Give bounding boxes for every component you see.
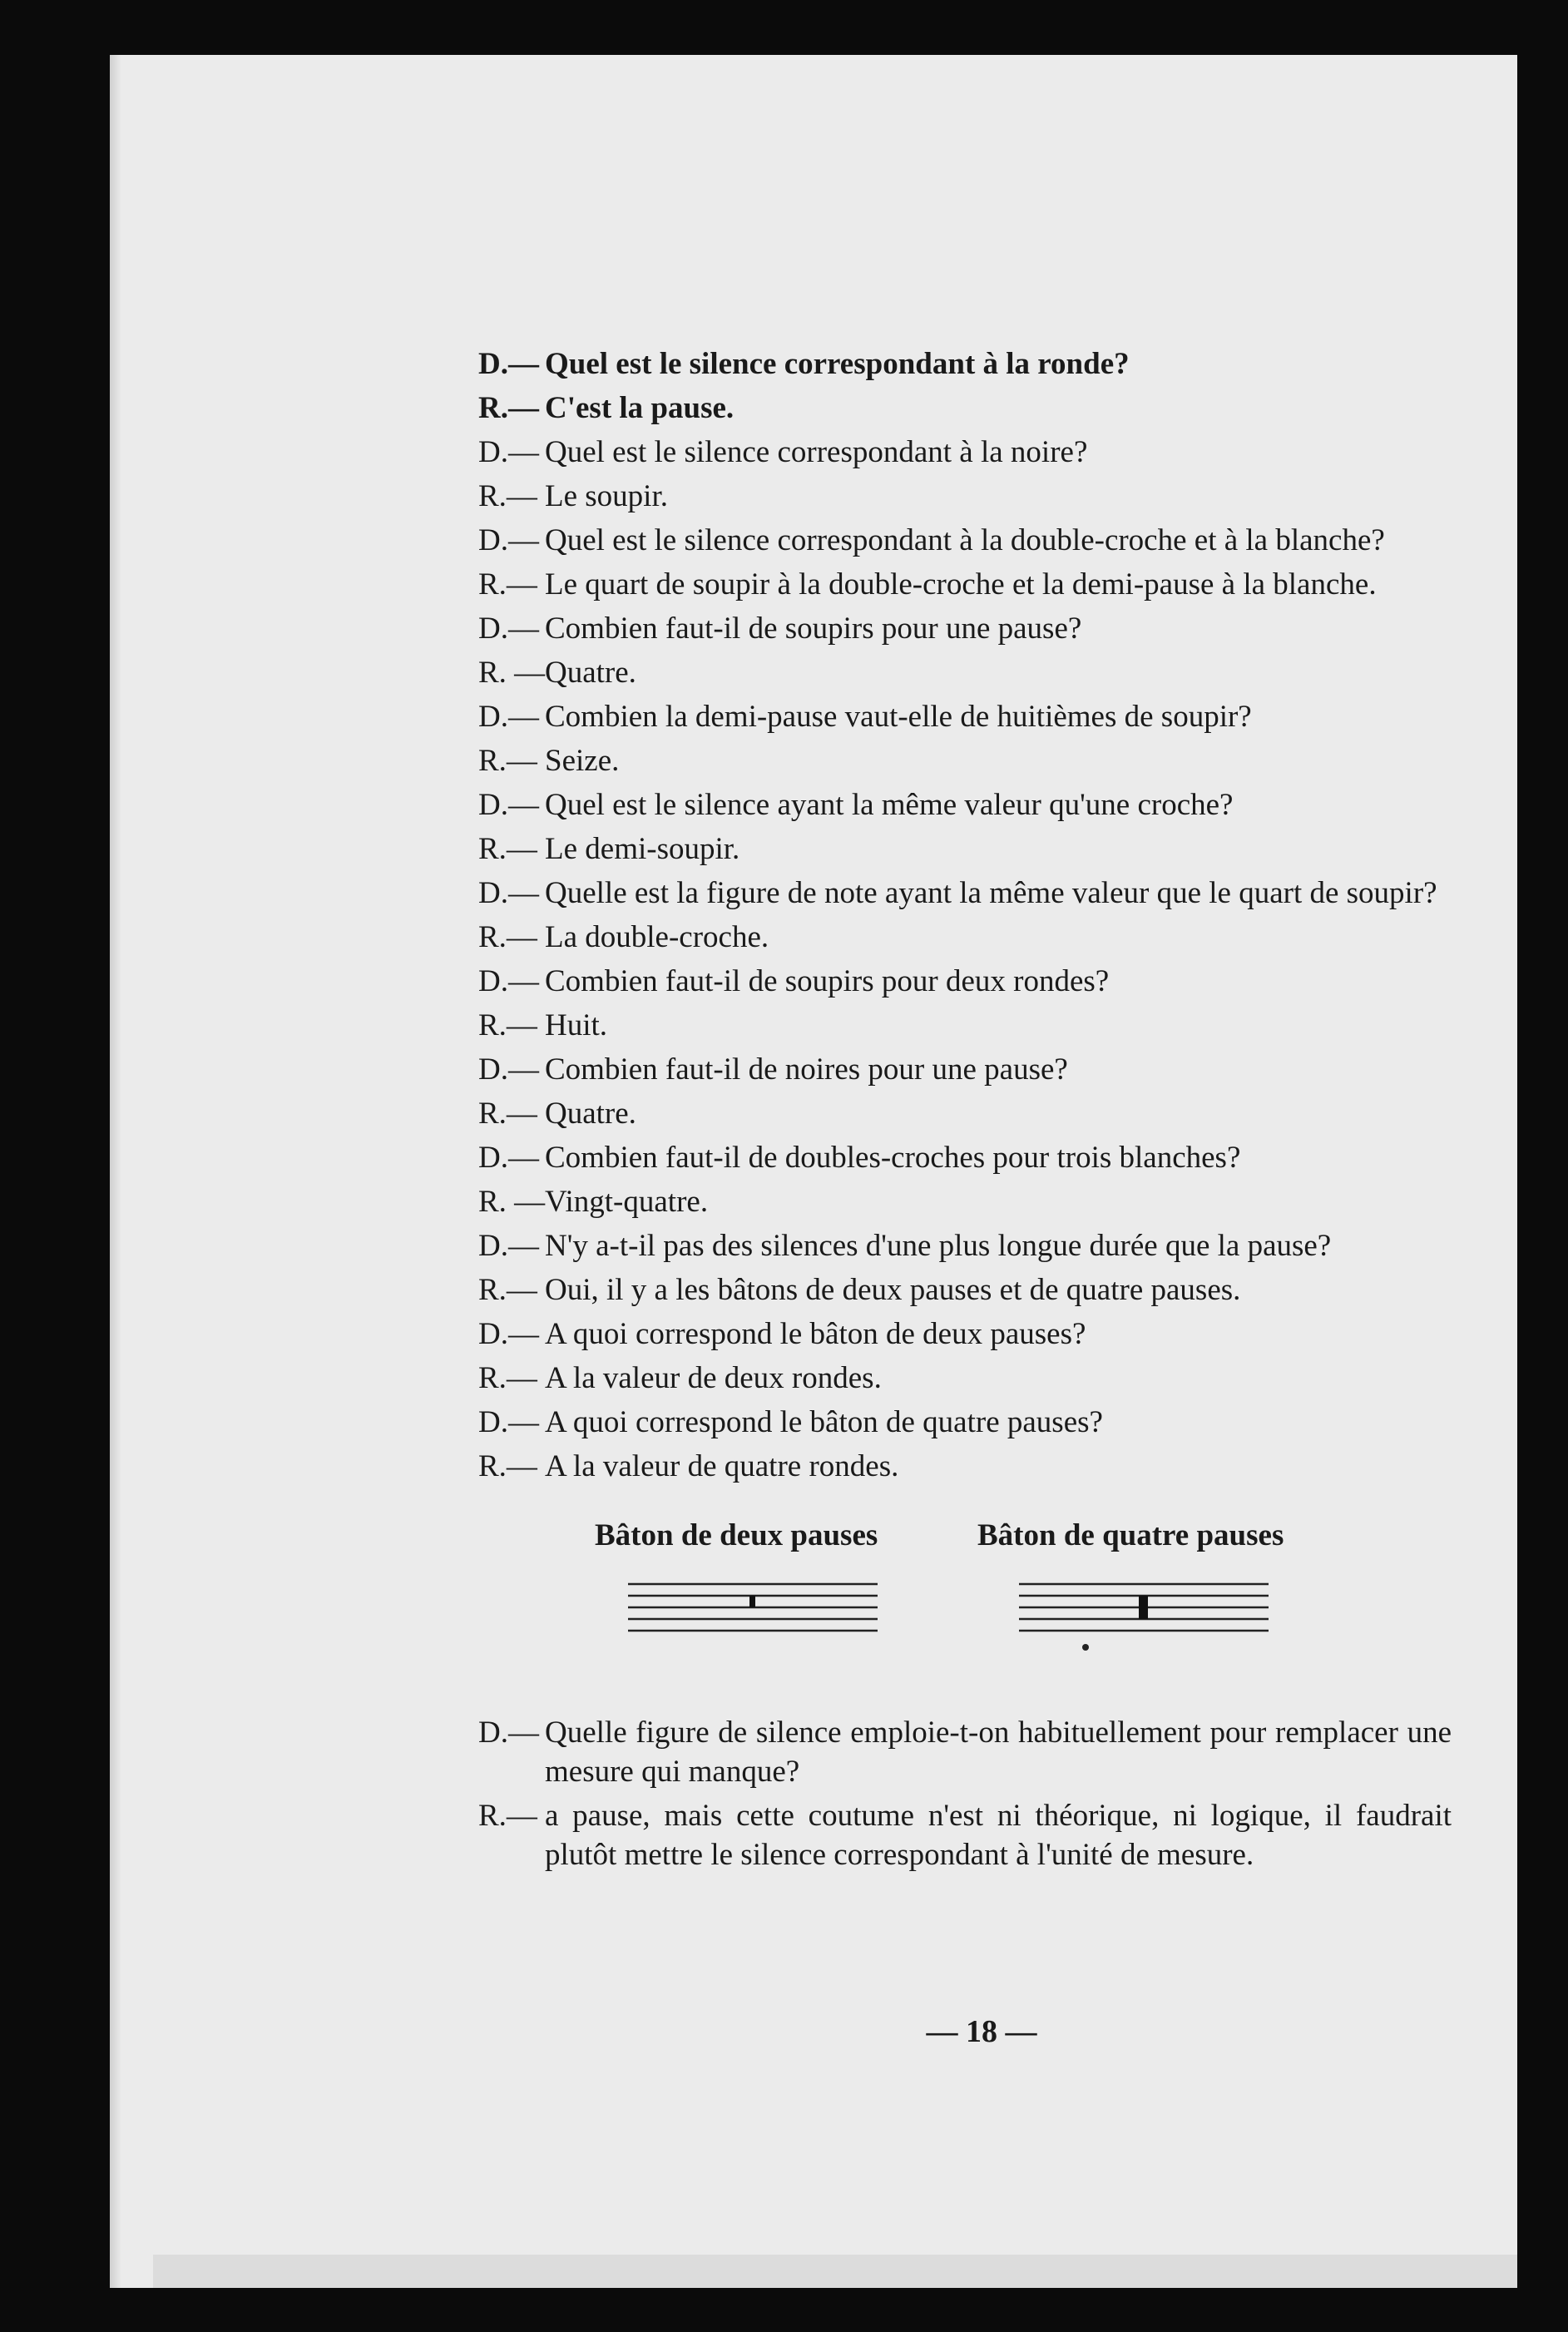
qa-label: D.—: [478, 523, 539, 557]
qa-line: [478, 1713, 1452, 1791]
two-rests-bar: [749, 1596, 755, 1607]
qa-label: R.—: [478, 744, 537, 778]
qa-label: R. —: [478, 656, 546, 690]
qa-text: A la valeur de deux rondes.: [545, 1361, 882, 1395]
qa-label: R.—: [478, 1273, 537, 1307]
qa-label: R.—: [478, 1361, 537, 1395]
qa-label: D.—: [478, 611, 539, 646]
qa-line: [478, 433, 1452, 472]
qa-text: A quoi correspond le bâton de quatre pauses?: [545, 1405, 1103, 1439]
qa-line: [478, 1359, 1452, 1398]
qa-text: Quelle figure de silence emploie-t-on habituellement pour remplacer une mesure qui manque?: [545, 1716, 1452, 1789]
qa-text: Quel est le silence correspondant à la noire?: [545, 435, 1088, 469]
qa-text: Le demi-soupir.: [545, 832, 740, 866]
qa-label: R.—: [478, 391, 539, 425]
qa-label: R.—: [478, 1008, 537, 1042]
qa-text: Quel est le silence correspondant à la double-croche et à la blanche?: [545, 523, 1385, 557]
qa-text: Le soupir.: [545, 479, 668, 513]
qa-label: D.—: [478, 876, 539, 910]
qa-text: A quoi correspond le bâton de deux pauses?: [545, 1317, 1086, 1351]
qa-text: Le quart de soupir à la double-croche et la demi-pause à la blanche.: [545, 567, 1377, 602]
qa-label: D.—: [478, 1229, 539, 1263]
qa-line: [478, 1006, 1452, 1045]
qa-text: Quatre.: [545, 656, 636, 690]
four-rests-caption: Bâton de quatre pauses: [977, 1518, 1284, 1552]
qa-line: [478, 829, 1452, 869]
qa-text: Quatre.: [545, 1097, 636, 1131]
qa-text: a pause, mais cette coutume n'est ni théorique, ni logique, il faudrait plutôt mettre le silence correspondant à l'unité de mesure.: [545, 1799, 1452, 1872]
qa-line: [478, 565, 1452, 604]
qa-label: D.—: [478, 1141, 539, 1175]
qa-label: R.—: [478, 567, 537, 602]
four-rests-bar: [1139, 1596, 1148, 1619]
question-answer-list: [478, 344, 1452, 1486]
qa-line: [478, 1138, 1452, 1177]
qa-line: [478, 1315, 1452, 1354]
page-edge-shadow: [110, 55, 121, 2288]
qa-line: [478, 1270, 1452, 1310]
qa-line: [478, 344, 1452, 384]
qa-text: Huit.: [545, 1008, 608, 1042]
qa-label: D.—: [478, 964, 539, 998]
qa-text: Quelle est la figure de note ayant la même valeur que le quart de soupir?: [545, 876, 1437, 910]
qa-line: [478, 389, 1452, 428]
qa-text: Vingt-quatre.: [545, 1185, 709, 1219]
qa-line: [478, 1050, 1452, 1089]
qa-text: Combien faut-il de doubles-croches pour trois blanches?: [545, 1141, 1241, 1175]
qa-text: C'est la pause.: [545, 391, 735, 425]
qa-label: D.—: [478, 1716, 539, 1750]
qa-label: D.—: [478, 435, 539, 469]
qa-label: R.—: [478, 1097, 537, 1131]
qa-line: [478, 521, 1452, 560]
qa-line: [478, 1226, 1452, 1265]
qa-line: [478, 653, 1452, 692]
qa-line: [478, 477, 1452, 516]
two-rests-staff-figure: [628, 1576, 878, 1667]
qa-line: [478, 741, 1452, 780]
qa-label: R.—: [478, 832, 537, 866]
qa-line: [478, 1447, 1452, 1486]
qa-label: R.—: [478, 1799, 537, 1833]
qa-text: Combien la demi-pause vaut-elle de huitièmes de soupir?: [545, 700, 1252, 734]
qa-label: D.—: [478, 1052, 539, 1087]
qa-text: A la valeur de quatre rondes.: [545, 1449, 899, 1483]
qa-label: R. —: [478, 1185, 546, 1219]
qa-text: Combien faut-il de soupirs pour deux rondes?: [545, 964, 1110, 998]
ink-speck: [1082, 1644, 1089, 1651]
qa-label: R.—: [478, 920, 537, 954]
qa-label: D.—: [478, 700, 539, 734]
qa-text: Oui, il y a les bâtons de deux pauses et de quatre pauses.: [545, 1273, 1241, 1307]
page-number: — 18 —: [926, 2014, 1037, 2049]
qa-text: La double-croche.: [545, 920, 769, 954]
page-bottom-strip: [153, 2255, 1517, 2288]
qa-text: Quel est le silence ayant la même valeur qu'une croche?: [545, 788, 1234, 822]
qa-label: D.—: [478, 1317, 539, 1351]
qa-line: [478, 697, 1452, 736]
qa-label: D.—: [478, 347, 539, 381]
qa-label: D.—: [478, 1405, 539, 1439]
two-rests-caption: Bâton de deux pauses: [595, 1518, 878, 1552]
rest-figures: [478, 1509, 1452, 1705]
page-content: [478, 344, 1452, 1879]
closing-question-answer: [478, 1713, 1452, 1874]
qa-line: [478, 962, 1452, 1001]
qa-label: R.—: [478, 1449, 537, 1483]
qa-label: D.—: [478, 788, 539, 822]
qa-text: N'y a-t-il pas des silences d'une plus longue durée que la pause?: [545, 1229, 1332, 1263]
qa-line: [478, 1796, 1452, 1874]
qa-line: [478, 609, 1452, 648]
qa-text: Quel est le silence correspondant à la ronde?: [545, 347, 1130, 381]
qa-text: Combien faut-il de soupirs pour une pause?: [545, 611, 1082, 646]
qa-line: [478, 1403, 1452, 1442]
qa-line: [478, 785, 1452, 824]
qa-line: [478, 918, 1452, 957]
qa-text: Combien faut-il de noires pour une pause?: [545, 1052, 1068, 1087]
qa-text: Seize.: [545, 744, 620, 778]
four-rests-staff-figure: [1019, 1576, 1269, 1667]
qa-label: R.—: [478, 479, 537, 513]
qa-line: [478, 1182, 1452, 1221]
qa-line: [478, 1094, 1452, 1133]
qa-line: [478, 874, 1452, 913]
